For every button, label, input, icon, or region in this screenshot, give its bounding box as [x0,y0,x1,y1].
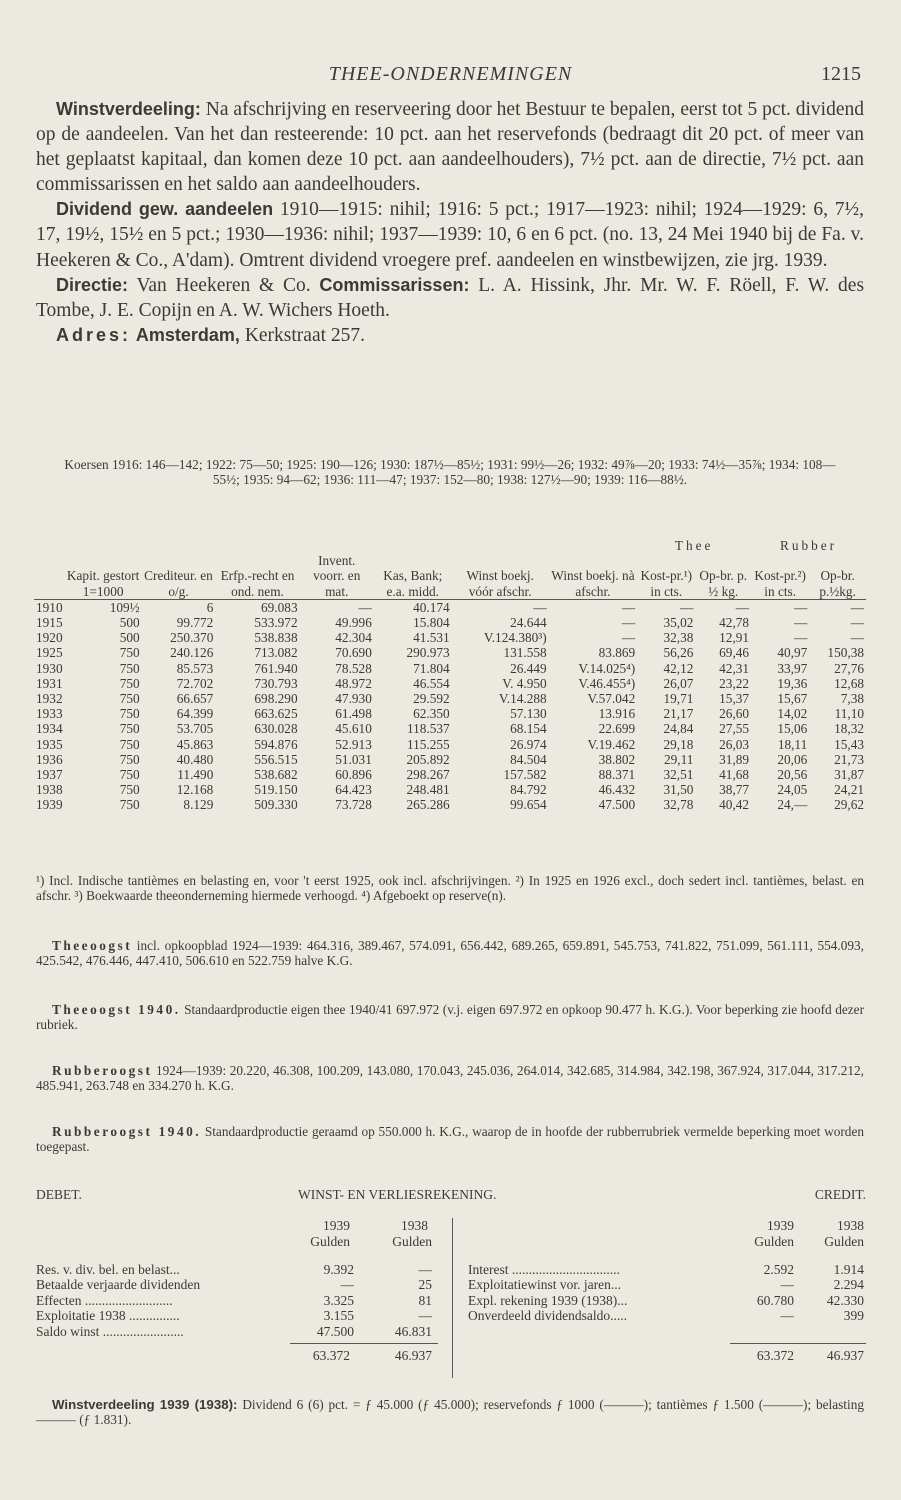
theeoogst-paragraph [36,938,864,969]
table-cell: 23,22 [719,675,750,691]
table-cell: — [735,599,750,615]
column-header: Winst boekj. nà afschr. [549,553,638,599]
column-header: Op-br. p.½kg. [809,553,866,599]
adres-paragraph [36,323,864,348]
table-cell: 69,46 [719,645,750,661]
table-cell: 131.558 [503,645,547,661]
credit-row-amount-1939: — [780,1308,794,1324]
table-cell: 750 [119,691,140,707]
row-year: 1939 [36,797,63,813]
table-cell: 69.083 [261,599,298,615]
rubberoogst-text: 1924—1939: 20.220, 46.308, 100.209, 143.080, 170.043, 245.036, 264.014, 342.685, 314.984, 342.198, 367.924, 317.044, 317.212, 485.941, 263.748 en 334.270 h. K.G. [36,1063,865,1094]
table-cell: 83.869 [598,645,636,661]
rubberoogst-1940-label: Rubberoogst 1940. [52,1124,202,1139]
final-label: Winstverdeeling 1939 (1938): [52,1397,238,1412]
debit-total-1938: 46.937 [394,1348,432,1363]
table-cell: 109½ [109,599,140,615]
rubberoogst-1940-text: Standaardproductie geraamd op 550.000 h. K.G., waarop de in hoofde der rubberrubriek vermelde beperking moet worden toegepast. [36,1124,864,1155]
table-cell: 24,84 [663,721,694,737]
table-cell: 41,68 [719,767,750,783]
table-cell: 18,11 [777,736,808,752]
table-cell: 13.916 [598,706,636,722]
table-cell: 84.792 [510,782,547,798]
table-cell: 40.174 [413,599,450,615]
table-cell: — [850,615,864,631]
column-header: Op-br. p. ½ kg. [695,553,751,599]
table-cell: 45.863 [176,736,214,752]
table-cell: 15.804 [413,615,450,631]
table-cell: V. 4.950 [502,675,547,691]
table-cell: 14,02 [777,706,808,722]
credit-heading: CREDIT. [814,1187,866,1202]
rubberoogst-1940-paragraph [36,1124,864,1155]
table-cell: 32,78 [663,797,694,813]
column-header: Crediteur. en o/g. [142,553,216,599]
rubberoogst-label: Rubberoogst [52,1063,153,1078]
credit-unit-1938: Gulden [824,1234,864,1249]
table-cell: 42,12 [663,660,694,676]
table-row [34,737,866,752]
debit-row-amount-1939: 3.325 [323,1292,354,1308]
table-cell: 45.610 [335,721,372,737]
wv-divider [452,1218,453,1378]
table-cell: — [850,599,864,615]
table-cell: 26.449 [510,660,547,676]
debit-row-label: Betaalde verjaarde dividenden [36,1277,201,1293]
table-cell: 68.154 [510,721,547,737]
table-cell: 538.682 [254,767,298,783]
table-cell: 48.972 [335,675,372,691]
table-cell: 750 [119,751,140,767]
table-cell: 26,60 [719,706,750,722]
adres-city: Amsterdam, [135,324,240,345]
credit-unit-1939: Gulden [754,1234,794,1249]
table-cell: 12,91 [719,630,750,646]
directie-label: Directie: [56,274,129,295]
group-header-thee: Thee [674,538,714,553]
directie-text: Van Heekeren & Co. [136,274,311,296]
table-row [34,752,866,767]
row-year: 1925 [36,645,63,661]
table-cell: 15,43 [834,736,864,752]
table-cell: V.57.042 [587,691,636,707]
table-cell: 750 [119,782,140,798]
final-text: Dividend 6 (6) pct. = ƒ 45.000 (ƒ 45.000); reservefonds ƒ 1000 (———); tantièmes ƒ 1.500 (———); belasting ——— (ƒ 1.831). [36,1397,864,1428]
table-cell: — [793,599,808,615]
table-cell: 40.480 [176,751,214,767]
table-cell: 15,37 [719,691,750,707]
adres-label: Adres: [56,324,132,345]
table-cell: 150,38 [827,645,864,661]
table-cell: 99.654 [510,797,547,813]
table-cell: 20,06 [777,751,808,767]
debit-unit-1939: Gulden [310,1234,350,1249]
table-cell: 19,71 [663,691,694,707]
table-cell: 42.304 [335,630,372,646]
row-year: 1915 [36,615,63,631]
group-header-rubber: Rubber [779,538,838,553]
column-header: Erfp.-recht en ond. nem. [215,553,299,599]
table-cell: 663.625 [254,706,298,722]
debit-row-amount-1939: 47.500 [316,1323,354,1339]
row-year: 1933 [36,706,63,722]
dividend-label: Dividend gew. aandeelen [56,199,274,220]
table-cell: 29.592 [413,691,450,707]
table-cell: 42,31 [719,660,750,676]
table-row [34,797,866,812]
table-cell: — [358,599,372,615]
column-header: Kost-pr.²) in cts. [751,553,809,599]
table-cell: 22.699 [598,721,636,737]
table-cell: 157.582 [503,767,547,783]
credit-row-amount-1939: 2.592 [763,1262,794,1277]
table-cell: 57.130 [510,706,547,722]
table-cell: 519.150 [254,782,298,798]
credit-year-1939: 1939 [767,1218,794,1233]
row-year: 1937 [36,767,63,783]
table-row [34,782,866,797]
table-cell: 118.537 [406,721,450,737]
page-number: 1215 [821,63,861,85]
debet-heading: DEBET. [36,1187,82,1202]
table-cell: 56,26 [663,645,694,661]
table-cell: 750 [119,721,140,737]
debit-row-label: Effecten .......................... [36,1292,173,1308]
table-cell: 49.996 [335,615,372,631]
table-cell: 250.370 [170,630,214,646]
table-row [34,721,866,736]
credit-row-label: Exploitatiewinst vor. jaren... [468,1277,621,1293]
column-header: Kapit. gestort 1=1000 [65,553,142,599]
table-row [34,676,866,691]
table-cell: — [621,630,636,646]
table-cell: 78.528 [335,660,372,676]
winstverdeeling-label: Winstverdeeling: [56,99,201,119]
credit-total-1939: 63.372 [756,1348,794,1363]
table-cell: 31,87 [834,767,864,783]
row-year: 1910 [36,599,63,615]
table-cell: 500 [119,615,140,631]
table-row [34,630,866,645]
credit-row-amount-1938: 1.914 [833,1262,864,1277]
table-cell: 750 [119,660,140,676]
table-cell: 73.728 [335,797,372,813]
credit-row-amount-1938: 42.330 [826,1292,864,1308]
table-cell: 750 [119,675,140,691]
table-cell: 47.930 [335,691,372,707]
dividend-paragraph [36,197,864,272]
table-cell: 12.168 [176,782,214,798]
table-cell: 64.399 [176,706,214,722]
debit-total-rule [290,1343,438,1344]
debit-row-amount-1939: 3.155 [323,1308,354,1324]
row-year: 1930 [36,660,63,676]
table-cell: 750 [119,706,140,722]
table-cell: 533.972 [254,615,298,631]
table-cell: 594.876 [254,736,298,752]
table-cell: 7,38 [840,691,864,707]
table-cell: 61.498 [335,706,372,722]
table-row [34,645,866,660]
theeoogst-1940-label: Theeoogst 1940. [52,1002,181,1017]
final-paragraph [36,1397,864,1428]
table-cell: 15,06 [777,721,808,737]
table-cell: 24.644 [510,615,547,631]
table-cell: — [621,615,636,631]
debit-row-label: Saldo winst ........................ [36,1323,184,1339]
table-cell: 32,51 [663,767,694,783]
table-cell: 40,42 [719,797,750,813]
debit-year-1938: 1938 [401,1218,428,1233]
table-cell: 248.481 [406,782,450,798]
debit-row-amount-1938: — [418,1308,432,1324]
table-cell: 41.531 [413,630,450,646]
financial-table [34,538,866,813]
column-header: Kost-pr.¹) in cts. [637,553,695,599]
table-cell: 52.913 [335,736,372,752]
table-cell: 27,76 [834,660,864,676]
table-cell: — [621,599,636,615]
row-year: 1938 [36,782,63,798]
table-cell: 509.330 [254,797,298,813]
table-cell: 240.126 [170,645,214,661]
credit-row-amount-1938: 2.294 [833,1277,864,1293]
table-cell: 730.793 [254,675,298,691]
row-year: 1931 [36,675,63,691]
table-cell: 750 [119,767,140,783]
table-cell: 500 [119,630,140,646]
debit-row-amount-1938: — [418,1262,432,1277]
running-header [0,63,901,89]
table-cell: 29,11 [663,751,694,767]
rubberoogst-paragraph [36,1063,864,1094]
table-cell: 698.290 [254,691,298,707]
table-cell: 26.974 [510,736,547,752]
table-row [34,767,866,782]
table-cell: 538.838 [254,630,298,646]
table-cell: — [793,630,808,646]
table-cell: 750 [119,645,140,661]
theeoogst-label: Theeoogst [52,938,133,953]
table-cell: 20,56 [777,767,808,783]
table-cell: 27,55 [719,721,750,737]
table-cell: 761.940 [254,660,298,676]
credit-row-label: Expl. rekening 1939 (1938)... [468,1292,628,1308]
koersen-paragraph: Koersen 1916: 146—142; 1922: 75—50; 1925: 190—126; 1930: 187½—85½; 1931: 99½—26; 1932: 49⅞—20; 1933: 74½—35⅞; 1934: 108—55½; 1935: 94—62; 1936: 111—47; 1937: 152—80; 1938: 127½—90; 1939: 116—88½. [64,457,836,488]
table-cell: 88.371 [598,767,636,783]
table-cell: 290.973 [406,645,450,661]
table-cell: 115.255 [406,736,450,752]
table-cell: 630.028 [254,721,298,737]
table-cell: 31,50 [663,782,694,798]
debit-row-amount-1938: 46.831 [394,1323,432,1339]
credit-total-1938: 46.937 [826,1348,864,1363]
table-row [34,691,866,706]
table-cell: 8.129 [183,797,214,813]
row-year: 1936 [36,751,63,767]
debit-row-label: Res. v. div. bel. en belast... [36,1262,180,1277]
row-year: 1920 [36,630,63,646]
debit-row-amount-1939: 9.392 [323,1262,354,1277]
table-cell: V.124.380³) [483,630,547,646]
table-cell: 53.705 [176,721,214,737]
table-row [34,615,866,630]
table-cell: — [850,630,864,646]
table-cell: 99.772 [176,615,214,631]
winstverdeeling-paragraph [36,97,864,197]
directie-paragraph [36,273,864,323]
credit-row-amount-1939: — [780,1277,794,1293]
debit-unit-1938: Gulden [392,1234,432,1249]
table-cell: 15,67 [777,691,808,707]
debit-row-label: Exploitatie 1938 ............... [36,1308,180,1324]
table-cell: 85.573 [176,660,214,676]
table-cell: 70.690 [335,645,372,661]
table-cell: 11,10 [834,706,864,722]
credit-row-amount-1939: 60.780 [756,1292,794,1308]
table-cell: 750 [119,797,140,813]
table-cell: 750 [119,736,140,752]
table-cell: 64.423 [335,782,372,798]
table-cell: 35,02 [663,615,694,631]
table-cell: 38,77 [719,782,750,798]
debit-row-amount-1939: — [340,1277,354,1293]
debit-total-1939: 63.372 [312,1348,350,1363]
theeoogst-1940-paragraph [36,1002,864,1033]
table-cell: 556.515 [254,751,298,767]
table-cell: 46.432 [598,782,636,798]
adres-street: Kerkstraat 257. [244,324,366,346]
table-cell: V.14.025⁴) [578,660,636,676]
table-cell: 32,38 [663,630,694,646]
column-header: Winst boekj. vóór afschr. [452,553,549,599]
table-cell: 62.350 [413,706,450,722]
winstverdeeling-text: Na afschrijving en reserveering door het Bestuur te bepalen, eerst tot 5 pct. dividend op de aandeelen. Van het dan resteerende: 10 pct. aan het reservefonds (bedraagt dit 20 pct. of meer van het geplaatst kapitaal, dan komen deze 10 pct. aan aandeelhouders), 7½ pct. aan de directie, 7½ pct. aan commissarissen en het saldo aan aandeelhouders. [36,99,865,196]
credit-row-label: Onverdeeld dividendsaldo..... [468,1308,627,1324]
table-cell: 24,21 [834,782,864,798]
table-cell: 713.082 [254,645,298,661]
column-header [34,553,65,599]
credit-year-1938: 1938 [837,1218,864,1233]
table-cell: V.19.462 [587,736,636,752]
table-cell: 298.267 [406,767,450,783]
row-year: 1932 [36,691,63,707]
company-info [36,97,864,348]
table-cell: 46.554 [413,675,450,691]
commissarissen-label: Commissarissen: [319,274,470,295]
commissarissen-text: L. A. Hissink, Jhr. Mr. W. F. Röell, F. W. des Tombe, J. E. Copijn en A. W. Wichers Hoeth. [36,274,865,321]
debit-row-amount-1938: 25 [418,1277,432,1293]
table-cell: 26,07 [663,675,694,691]
table-cell: 72.702 [176,675,214,691]
table-cell: 47.500 [598,797,636,813]
page-title: THEE-ONDERNEMINGEN [328,63,573,85]
table-cell: 40,97 [777,645,808,661]
table-cell: 21,17 [663,706,694,722]
table-cell: 19,36 [777,675,808,691]
table-cell: 12,68 [834,675,864,691]
table-cell: 265.286 [406,797,450,813]
credit-row-label: Interest ................................ [468,1262,620,1277]
row-year: 1934 [36,721,63,737]
wv-title: WINST- EN VERLIESREKENING. [298,1187,497,1202]
table-cell: 29,18 [663,736,694,752]
table-cell: 60.896 [335,767,372,783]
row-year: 1935 [36,736,63,752]
table-cell: 38.802 [598,751,636,767]
column-header: Invent. voorr. en mat. [300,553,374,599]
table-cell: — [533,599,547,615]
table-cell: V.14.288 [498,691,547,707]
theeoogst-text: incl. opkoopblad 1924—1939: 464.316, 389.467, 574.091, 656.442, 689.265, 659.891, 545.753, 741.822, 751.099, 561.111, 554.093, 425.542, 476.446, 447.410, 506.610 en 522.759 halve K.G. [36,938,864,969]
debit-row-amount-1938: 81 [418,1292,432,1308]
table-cell: 84.504 [510,751,547,767]
table-cell: 205.892 [406,751,450,767]
table-cell: 11.490 [177,767,214,783]
debit-year-1939: 1939 [323,1218,350,1233]
table-cell: 31,89 [719,751,750,767]
table-cell: — [793,615,808,631]
table-cell: 18,32 [834,721,864,737]
table-cell: 26,03 [719,736,750,752]
table-cell: 71.804 [413,660,450,676]
table-cell: 21,73 [834,751,864,767]
winst-verlies-rekening [36,1187,866,1377]
footnotes: ¹) Incl. Indische tantièmes en belasting en, voor 't eerst 1925, ook incl. afschrijvingen. ²) In 1925 en 1926 excl., doch sedert incl. tantièmes, belast. en afschr. ³) Boekwaarde theeonderneming hiermede verhoogd. ⁴) Afgeboekt op reserve(n). [36,873,864,904]
table-cell: 24,— [777,797,808,813]
credit-total-rule [730,1343,866,1344]
table-cell: 6 [206,599,214,615]
credit-row-amount-1938: 399 [843,1308,864,1324]
table-row [34,599,866,615]
table-cell: 66.657 [176,691,214,707]
column-header: Kas, Bank; e.a. midd. [374,553,452,599]
dividend-text: 1910—1915: nihil; 1916: 5 pct.; 1917—1923: nihil; 1924—1929: 6, 7½, 17, 19½, 15½ en 5 pct.; 1930—1936: nihil; 1937—1939: 10, 6 en 6 pct. (no. 13, 24 Mei 1940 bij de Fa. v. Heekeren & Co., A'dam). Omtrent dividend vroegere pref. aandeelen en winstbewijzen, zie jrg. 1939. [36,199,864,271]
table-cell: 42,78 [719,615,750,631]
table-cell: V.46.455⁴) [578,675,636,691]
table-cell: 24,05 [777,782,808,798]
table-row [34,706,866,721]
table-cell: 51.031 [335,751,372,767]
theeoogst-1940-text: Standaardproductie eigen thee 1940/41 697.972 (v.j. eigen 697.972 en opkoop 90.477 h. K.G.). Voor beperking zie hoofd dezer rubriek. [36,1002,865,1033]
table-cell: 29,62 [834,797,864,813]
table-cell: 33,97 [777,660,808,676]
table-row [34,661,866,676]
table-cell: — [680,599,694,615]
